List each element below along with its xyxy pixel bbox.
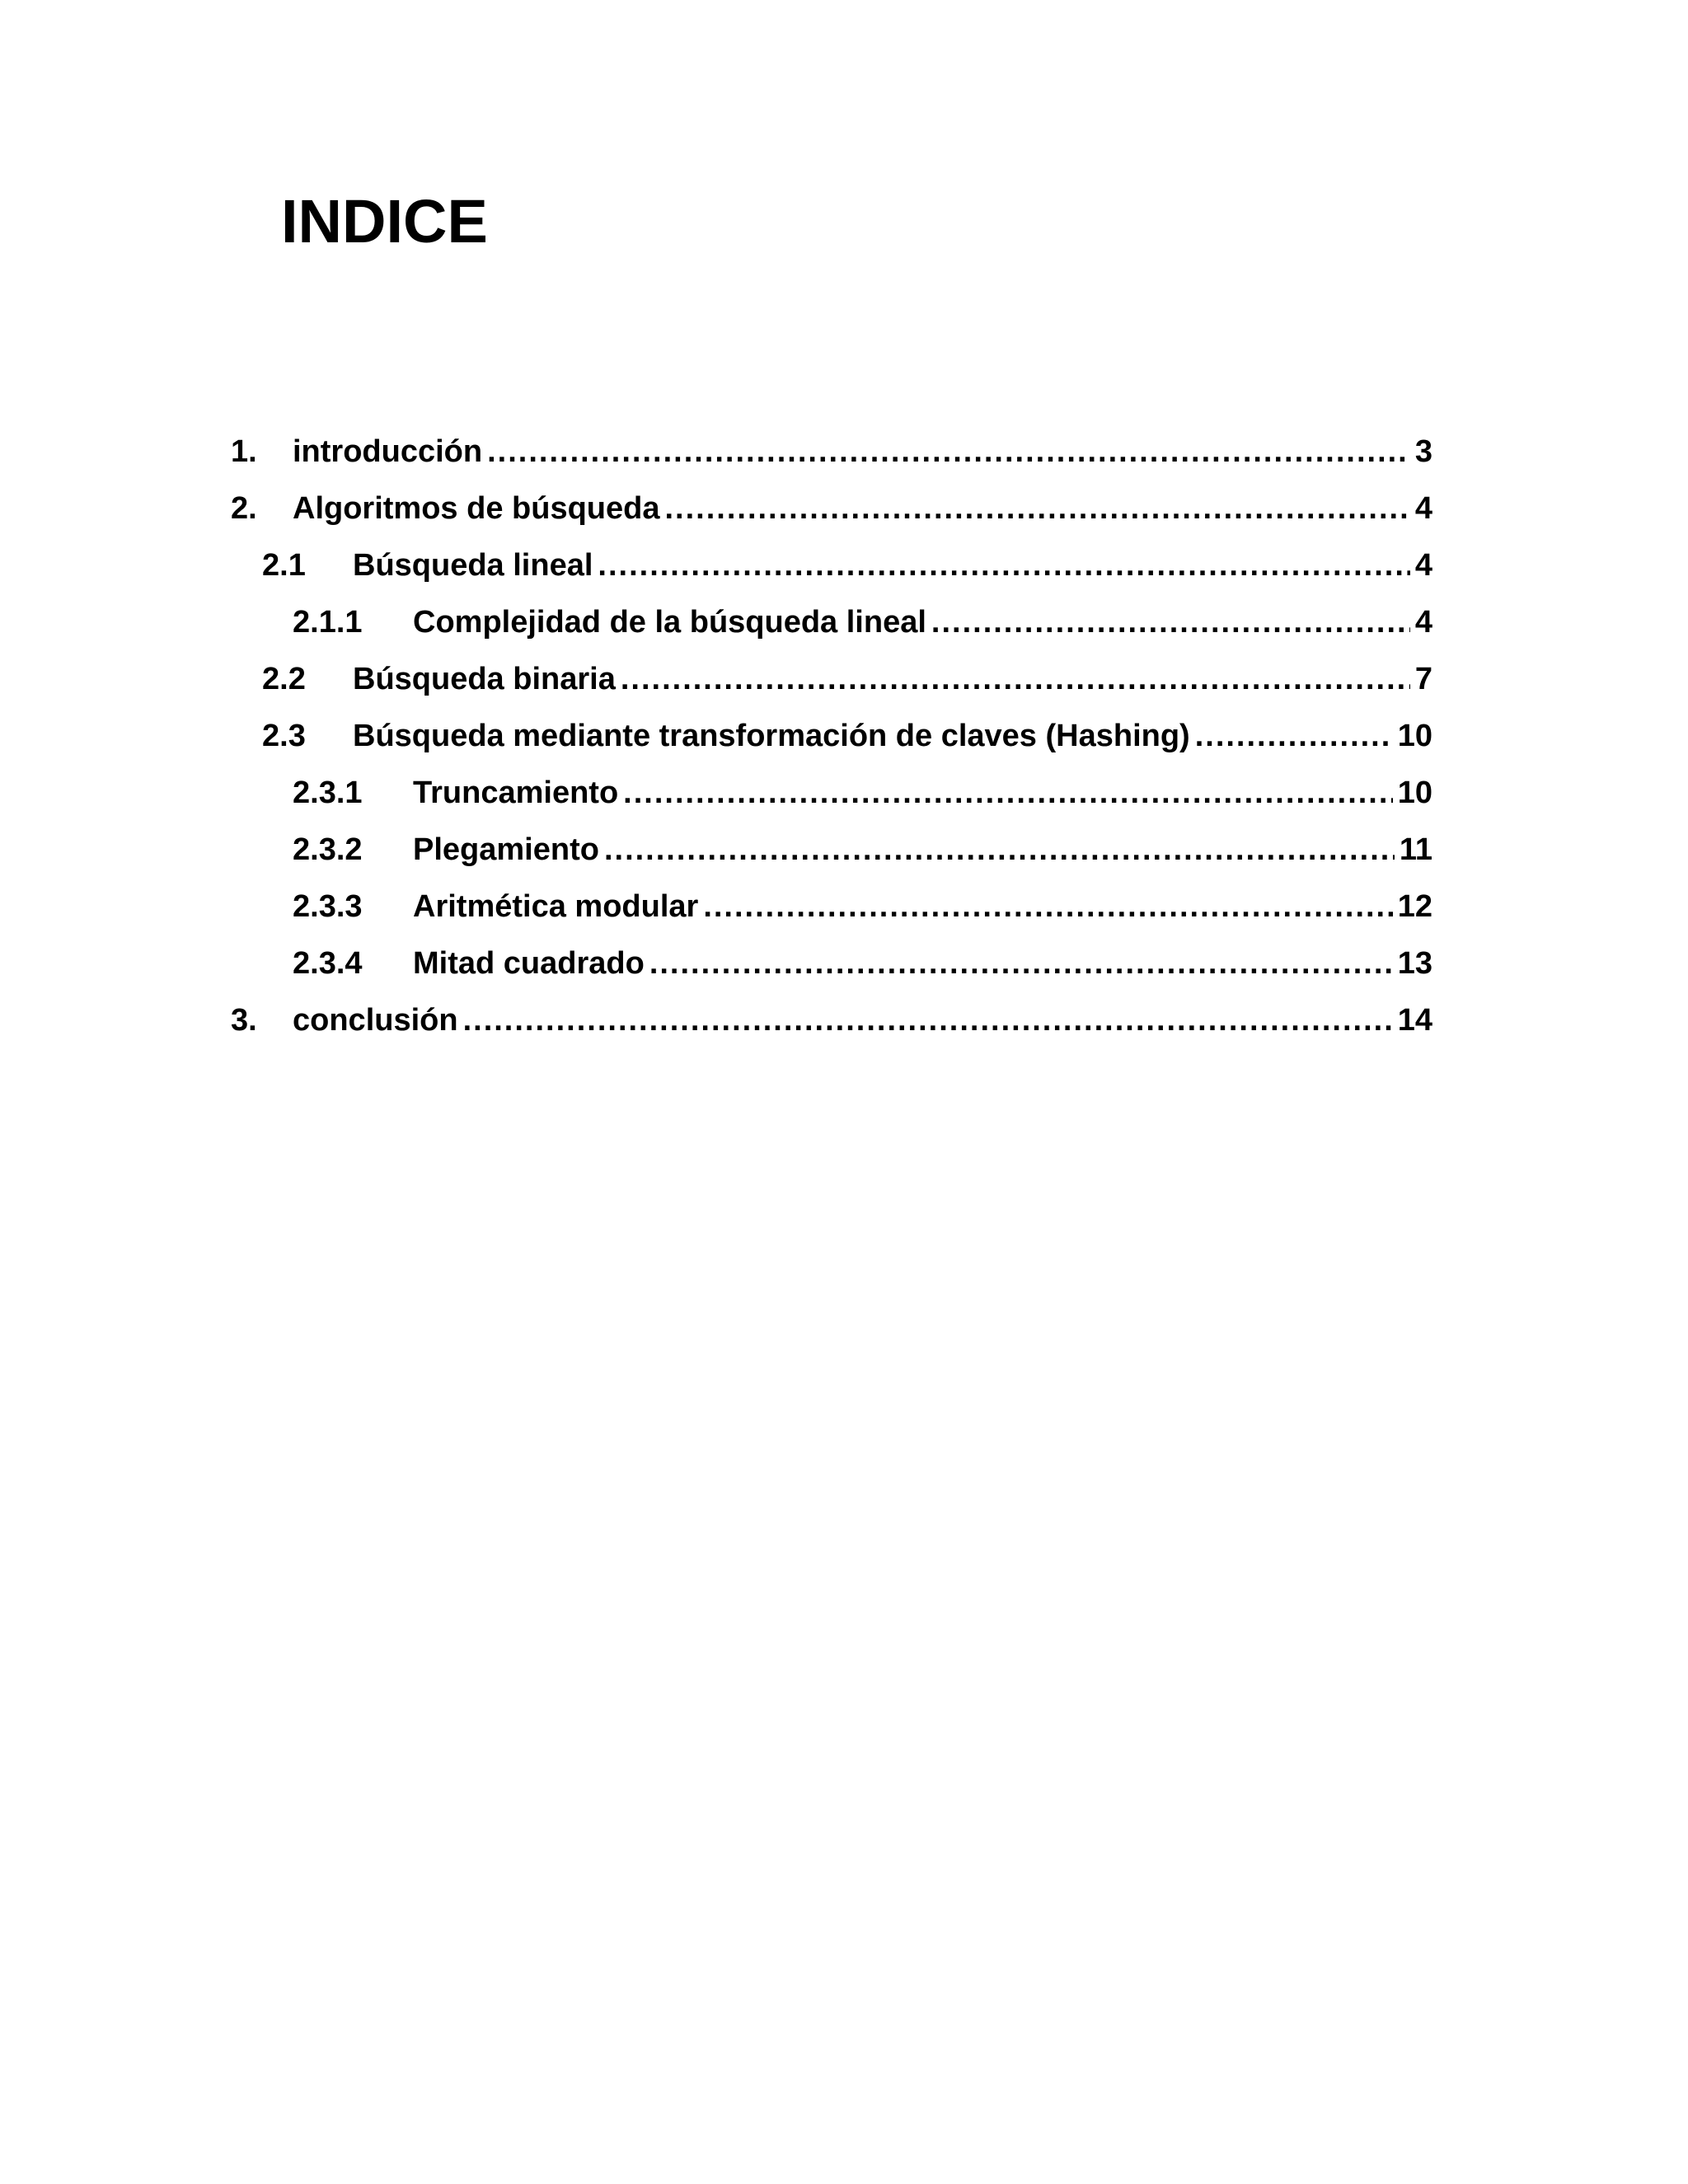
toc-entry-page: 10 — [1397, 776, 1432, 810]
toc-entry-number: 1. — [231, 434, 257, 469]
toc-entry-title: Truncamiento — [413, 776, 619, 810]
toc-dot-leader — [703, 882, 1392, 931]
toc-entry-title: Algoritmos de búsqueda — [293, 491, 660, 526]
toc-entry-aritmetica-modular[interactable] — [293, 882, 1432, 931]
toc-entry-number: 2.3.3 — [293, 889, 363, 924]
toc-dot-leader — [487, 427, 1410, 476]
toc-entry-title: Aritmética modular — [413, 889, 699, 924]
toc-dot-leader — [604, 825, 1395, 874]
toc-entry-page: 13 — [1397, 946, 1432, 981]
toc-entry-page: 14 — [1397, 1003, 1432, 1038]
toc-dot-leader — [649, 939, 1393, 988]
toc-entry-number: 2.3.2 — [293, 832, 363, 867]
toc-entry-busqueda-binaria[interactable] — [262, 654, 1432, 704]
toc-dot-leader — [598, 541, 1409, 590]
toc-entry-number: 2.1 — [262, 548, 306, 583]
toc-dot-leader — [664, 484, 1409, 533]
toc-entry-title: Mitad cuadrado — [413, 946, 645, 981]
toc-entry-title: conclusión — [293, 1003, 458, 1038]
toc-entry-conclusion[interactable] — [231, 996, 1432, 1045]
toc-entry-page: 11 — [1399, 832, 1432, 867]
page-title: INDICE — [281, 187, 488, 255]
toc-entry-plegamiento[interactable] — [293, 825, 1432, 874]
toc-entry-number: 2.3.4 — [293, 946, 363, 981]
toc-entry-number: 2.3.1 — [293, 776, 363, 810]
toc-entry-busqueda-lineal[interactable] — [262, 541, 1432, 590]
toc-dot-leader — [621, 654, 1410, 704]
toc-entry-title: introducción — [293, 434, 483, 469]
toc-entry-number: 2.2 — [262, 662, 306, 696]
toc-entry-number: 2.3 — [262, 719, 306, 753]
toc-entry-introduccion[interactable] — [231, 427, 1432, 476]
toc-entry-page: 7 — [1414, 662, 1432, 696]
toc-entry-page: 12 — [1397, 889, 1432, 924]
toc-entry-hashing[interactable] — [262, 711, 1432, 761]
toc-entry-number: 2.1.1 — [293, 605, 363, 640]
toc-entry-title: Búsqueda binaria — [353, 662, 616, 696]
toc-dot-leader — [623, 768, 1393, 818]
toc-entry-title: Búsqueda lineal — [353, 548, 593, 583]
toc-entry-complejidad-busqueda-lineal[interactable] — [293, 598, 1432, 647]
toc-entry-title: Complejidad de la búsqueda lineal — [413, 605, 926, 640]
toc-entry-mitad-cuadrado[interactable] — [293, 939, 1432, 988]
toc-entry-title: Plegamiento — [413, 832, 599, 867]
toc-entry-page: 4 — [1414, 605, 1432, 640]
toc-entry-title: Búsqueda mediante transformación de claves (Hashing) — [353, 719, 1190, 753]
toc-entry-truncamiento[interactable] — [293, 768, 1432, 818]
toc-entry-number: 3. — [231, 1003, 257, 1038]
toc-entry-page: 10 — [1397, 719, 1432, 753]
toc-dot-leader — [1195, 711, 1393, 761]
toc-entry-page: 4 — [1414, 548, 1432, 583]
toc-dot-leader — [463, 996, 1393, 1045]
toc-entry-page: 3 — [1414, 434, 1432, 469]
toc-entry-number: 2. — [231, 491, 257, 526]
toc-entry-algoritmos-de-busqueda[interactable] — [231, 484, 1432, 533]
toc-entry-page: 4 — [1414, 491, 1432, 526]
toc-dot-leader — [931, 598, 1410, 647]
